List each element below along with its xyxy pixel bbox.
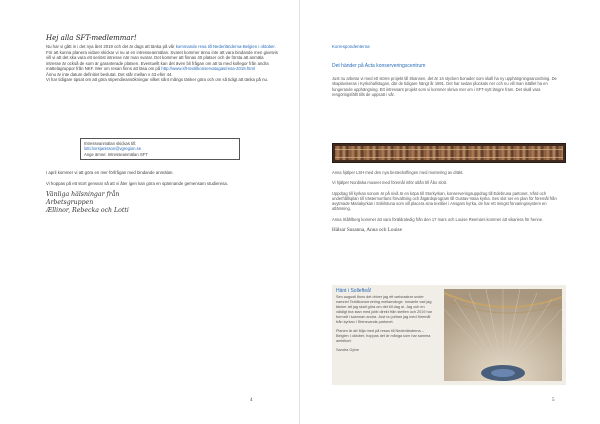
- left-page-content: [46, 34, 278, 83]
- article-intro: Just nu arbetar vi med ett större projekt till Skansen, det är 16 stycken bonader som skall ha ny upphängningsanordning. De skaplaviseras i Kyrkohallstugan, där de tidigare hängt år 1891. Det har sedan plockats ner och nu vill man istället ha en fungerande upphängning. Ett intressant projekt som vi kommer skriva mer om i SFT-nytt längre fram. Det skall vara rengöringsfällt tills de uppsatt i vår.: [332, 76, 557, 97]
- tapestry-stripe-bottom: [335, 157, 563, 158]
- page-number-right: 5: [552, 398, 555, 403]
- left-page-bottom: [46, 170, 278, 216]
- signup-email-link[interactable]: lotti.horsjanisson@vgregion.se: [84, 146, 142, 152]
- article-para-4: Anna Ståhlberg kommer att vara föräldraledig från den 17 mars och Louise Reemars kommer att vikariera för henne.: [332, 216, 544, 222]
- planning-text: För att kunna planera vidare skickar vi nu ut en intresseanmälan. Svaret kommer ännu inte att vara bindande men givetvis vill vi att det ska vara ett seriöst intresse när man svarar. Det kommer att finnas 40 platser och de första att anmäla intresse är också de som är garanterade platsen. Eventuellt kan det även bli frågan om att ta med kollegor från andra mattelagruppor från NKF. Mer om resan finns att läsa om på: [46, 49, 278, 71]
- article-title: Det händer på Acta konserveringscentrum: [332, 63, 426, 69]
- hant-para-1: Sen augusti finns det driver jag ett webcastrar under namnet Textilkonservering mellanvänge. Inmarlle vad jag tänker att jag skall göra om det till dag ai. Jag och en väldigt bra stan med jobb direkt från stetten och 2019 har formatt i samman andra. Just nu jobbar jag med föremål från kyrkan i Stensvands partonet.: [336, 295, 433, 324]
- right-page-lower: [332, 170, 564, 233]
- section-label: Korrespondenterna: [332, 44, 370, 49]
- hant-title: Hänt i Sollefteå!: [336, 288, 372, 294]
- trip-link[interactable]: kommande resa till Nederländerna-Belgien i oktober.: [175, 44, 276, 49]
- signup-info-box: [80, 138, 240, 160]
- hope-paragraph: Vi hoppas på ett stort gensvar så att vi åter igen kan göra en spännande gemensam studieresa.: [46, 180, 228, 186]
- greeting-heading: Hej alla SFT-medlemmar!: [46, 34, 137, 42]
- right-page-content: [332, 44, 564, 97]
- hant-para-2: Planen är att följa med på resan till Nederländerna – Belgien i oktober, hoppas det är många som har samma ambition!: [336, 329, 431, 343]
- april-paragraph: I april kommer vi att göra en mer förfrågan med bindande anmälan.: [46, 170, 174, 175]
- hant-box: [332, 285, 566, 385]
- signoff-line-3: Ællinor, Rebecka och Lotti: [46, 207, 129, 215]
- planning-paragraph: [46, 50, 278, 72]
- date-paragraph: Ännu är inte datum definitivt beslutat. Det står mellan v 43 eller 44.: [46, 71, 173, 77]
- signoff-line-2: Arbetsgruppen: [46, 199, 94, 207]
- textile-photo: [444, 289, 562, 381]
- signoff-line-1: Vänliga hälsningar från: [46, 191, 120, 198]
- tapestry-stripe-top: [335, 149, 563, 150]
- textile-photo-graphic: [444, 289, 562, 381]
- signup-subject: Ange ämne: Intresseanmälan SFT: [84, 151, 148, 157]
- signup-label: Intresseanmälan skickas till:: [84, 141, 137, 146]
- right-page: [300, 0, 600, 424]
- hant-signature: Sandra Gylve: [336, 348, 360, 352]
- page-number-left: 4: [250, 398, 253, 403]
- article-signature: Hälsar Susanna, Anna och Louise: [332, 227, 402, 234]
- trip-url-link[interactable]: http://www.sft-textilkonservatogas/resa-2019.html: [161, 66, 255, 71]
- article-para-3: Uppdrag till kyrkan sonom är på nivå är en köpa till Storkyrkan, konserveringsuppdrag till Edebruna partonet, Vård och underhållsplan till Västernorrlans förvaltning och åtgärdsprogram till Gustav-Vasa kyrka. Ses slot ser en plan för föremål från avytmade Mariakyrkan i Eskilstuna som vill placera sina textilier i Ansgars kyrka, de har ett mingst förvaringssystem en utlämning.: [332, 190, 557, 212]
- article-para-1: Anna hjälper LSH med den nya bestecksflingen med montering av dräkt.: [332, 170, 464, 175]
- tapestry-image: [332, 143, 566, 163]
- intro-text: Nu har vi gått in i det nya året 2019 och det är dags att tänka på vår: [46, 44, 176, 49]
- scholarship-paragraph: Vi har tidigare tipsat om att göra stipendieansökningar vilket sånt mångs tänker göra och om så tidigt att tänka på nu.: [46, 77, 269, 82]
- article-para-2: Vi hjälper Nordiska museet med föremål inför utlån till Åbo slott.: [332, 180, 448, 186]
- hant-text: [336, 295, 436, 357]
